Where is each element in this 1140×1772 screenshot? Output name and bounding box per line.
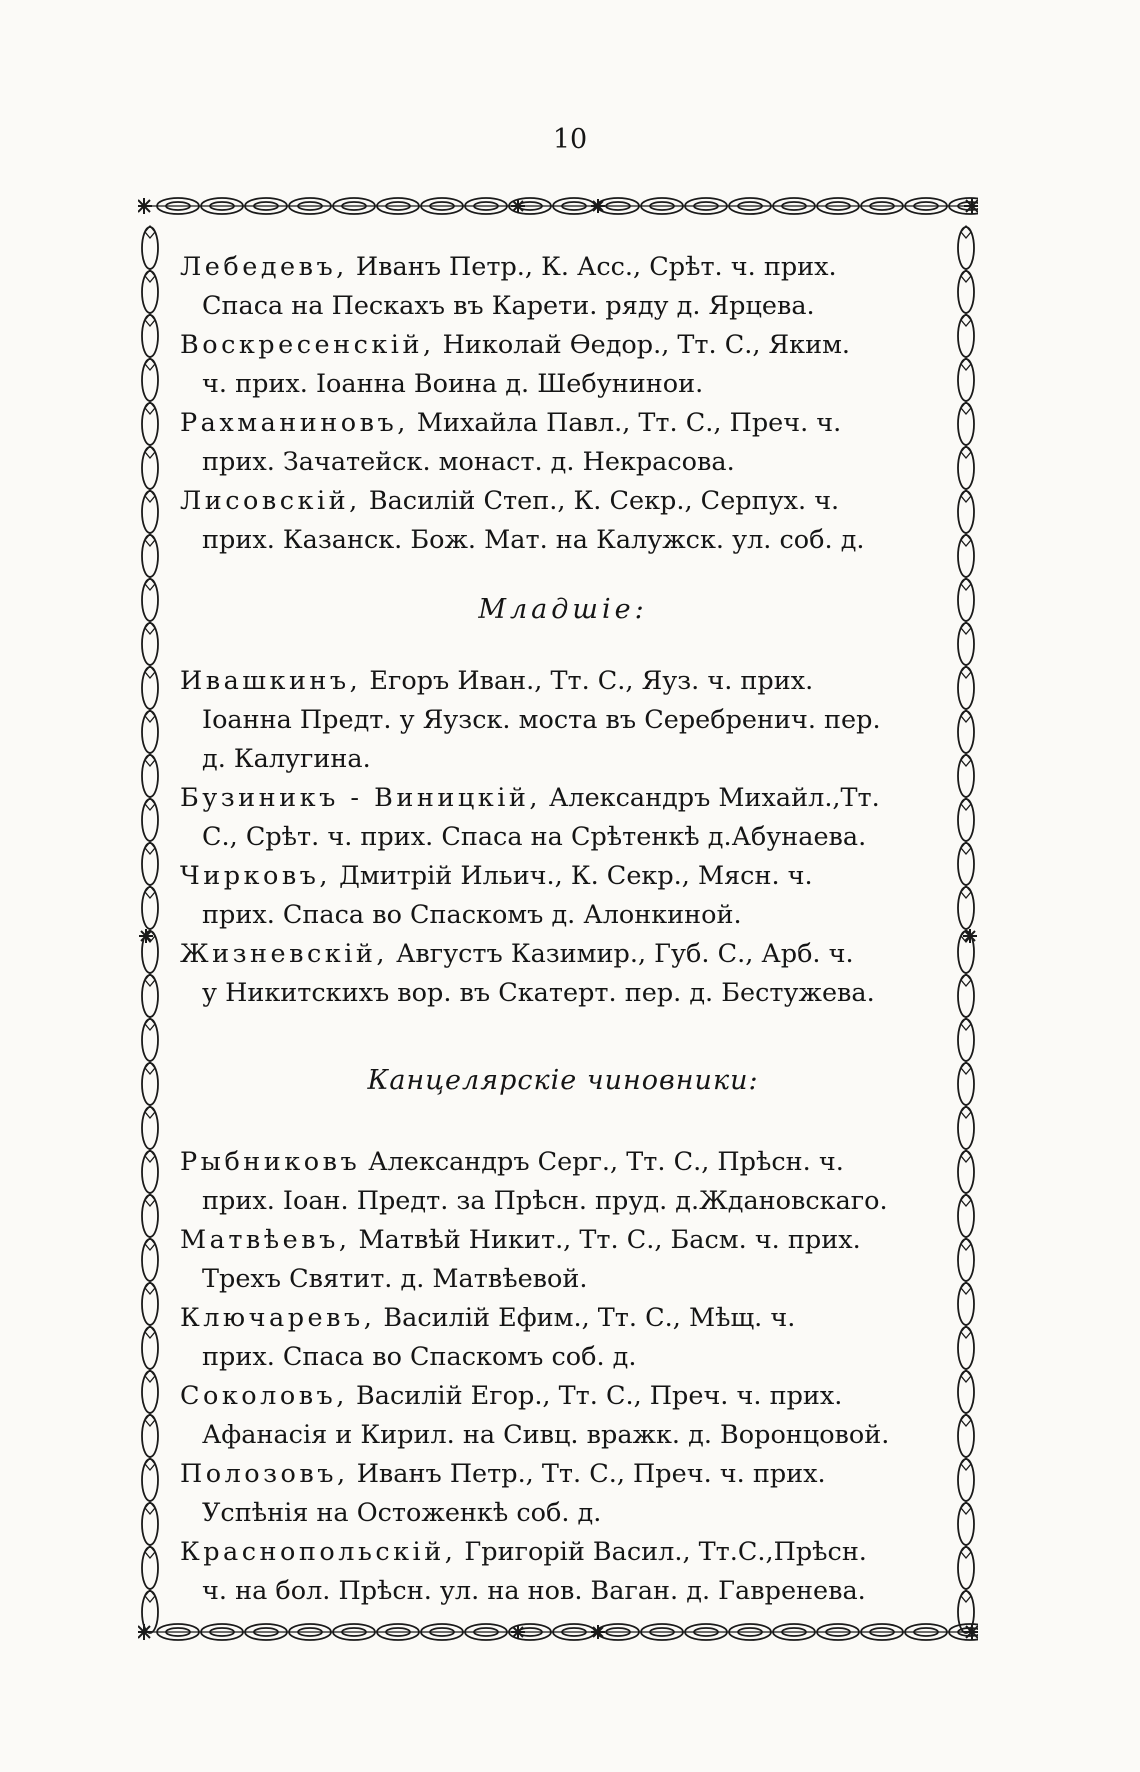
- directory-entry: [180, 1299, 946, 1377]
- border-ornament: [142, 315, 158, 357]
- border-ornament: [958, 799, 974, 841]
- border-ornament: [958, 359, 974, 401]
- page-content: [180, 248, 946, 1611]
- entry-continuation: у Никитскихъ вор. въ Скатерт. пер. д. Бестужева.: [202, 978, 875, 1008]
- border-ornament: [958, 711, 974, 753]
- border-ornament: [142, 1195, 158, 1237]
- section-heading: Младшіе:: [478, 594, 648, 625]
- border-ornament: [591, 1625, 605, 1639]
- entry-first-line: [180, 482, 946, 521]
- border-ornament: [142, 1327, 158, 1369]
- border-ornament: [958, 1195, 974, 1237]
- border-ornament: [958, 271, 974, 313]
- border-ornament: [142, 1239, 158, 1281]
- entry-surname: Рахманиновъ,: [180, 408, 409, 438]
- border-ornament: [958, 1459, 974, 1501]
- entry-first-line: [180, 779, 946, 818]
- entry-first-line: [180, 857, 946, 896]
- entry-first-line: [180, 935, 946, 974]
- border-ornament: [142, 623, 158, 665]
- border-ornament: [958, 1063, 974, 1105]
- border-ornament: [142, 447, 158, 489]
- entry-details: Иванъ Петр., К. Асс., Срѣт. ч. прих.: [347, 252, 837, 282]
- border-ornament: [142, 535, 158, 577]
- section-heading: Канцелярскіе чиновники:: [367, 1065, 759, 1096]
- border-ornament: [138, 1624, 152, 1640]
- entry-surname: Ивашкинъ,: [180, 666, 362, 696]
- border-ornament: [142, 271, 158, 313]
- entry-details: Василій Ефим., Тт. С., Мѣщ. ч.: [375, 1303, 796, 1333]
- entry-details: Николай Ѳедор., Тт. С., Яким.: [434, 330, 851, 360]
- entry-continuation: прих. Спаса во Спаскомъ соб. д.: [202, 1342, 637, 1372]
- entry-details: Григорій Васил., Тт.С.,Прѣсн.: [456, 1537, 867, 1567]
- border-ornament: [511, 1625, 525, 1639]
- entry-first-line: [180, 1221, 946, 1260]
- entry-surname: Полозовъ,: [180, 1459, 349, 1489]
- entry-details: Михайла Павл., Тт. С., Преч. ч.: [408, 408, 842, 438]
- entry-continuation: Іоанна Предт. у Яузск. моста въ Серебренич. пер.: [202, 705, 881, 735]
- entry-continuation: д. Калугина.: [202, 744, 371, 774]
- entry-continuation: Успѣнія на Остоженкѣ соб. д.: [202, 1498, 602, 1528]
- entry-surname: Чирковъ,: [180, 861, 332, 891]
- border-ornament: [142, 403, 158, 445]
- entry-surname: Соколовъ,: [180, 1381, 348, 1411]
- entry-surname: Бузиникъ - Виницкій,: [180, 783, 541, 813]
- directory-entry: [180, 1533, 946, 1611]
- border-ornament: [142, 887, 158, 929]
- entry-first-line: [180, 248, 946, 287]
- entry-continuation: С., Срѣт. ч. прих. Спаса на Срѣтенкѣ д.Абунаева.: [202, 822, 867, 852]
- directory-entry: [180, 404, 946, 482]
- directory-entry: [180, 662, 946, 779]
- entry-details: Матвѣй Никит., Тт. С., Басм. ч. прих.: [350, 1225, 861, 1255]
- entry-continuation: прих. Іоан. Предт. за Прѣсн. пруд. д.Ждановскаго.: [202, 1186, 888, 1216]
- directory-entry: [180, 779, 946, 857]
- border-ornament: [958, 1283, 974, 1325]
- border-ornament: [958, 1503, 974, 1545]
- border-ornament: [142, 711, 158, 753]
- border-ornament: [958, 1547, 974, 1589]
- border-ornament: [142, 491, 158, 533]
- border-ornament: [142, 1019, 158, 1061]
- border-ornament: [958, 535, 974, 577]
- entry-continuation: прих. Зачатейск. монаст. д. Некрасова.: [202, 447, 735, 477]
- border-ornament: [958, 1019, 974, 1061]
- border-ornament: [958, 975, 974, 1017]
- entry-surname: Воскресенскій,: [180, 330, 435, 360]
- border-ornament: [958, 1371, 974, 1413]
- border-ornament: [958, 755, 974, 797]
- border-ornament: [958, 843, 974, 885]
- entry-surname: Краснопольскій,: [180, 1537, 457, 1567]
- directory-entry: [180, 857, 946, 935]
- border-ornament: [591, 199, 605, 213]
- entry-surname: Лебедевъ,: [180, 252, 348, 282]
- entry-first-line: [180, 662, 946, 701]
- border-ornament: [142, 1107, 158, 1149]
- entry-first-line: [180, 1533, 946, 1572]
- directory-entry: [180, 1455, 946, 1533]
- border-ornament: [964, 1624, 978, 1640]
- border-ornament: [964, 198, 978, 214]
- entry-surname: Рыбниковъ: [180, 1147, 361, 1177]
- entry-continuation: Спаса на Пескахъ въ Карети. ряду д. Ярцева.: [202, 291, 815, 321]
- border-ornament: [958, 403, 974, 445]
- border-ornament: [142, 1283, 158, 1325]
- entry-surname: Ключаревъ,: [180, 1303, 376, 1333]
- border-ornament: [958, 1327, 974, 1369]
- entry-continuation: прих. Казанск. Бож. Мат. на Калужск. ул. соб. д.: [202, 525, 865, 555]
- border-ornament: [142, 799, 158, 841]
- entry-continuation: Трехъ Святит. д. Матвѣевой.: [202, 1264, 588, 1294]
- entry-continuation: прих. Спаса во Спаскомъ д. Алонкиной.: [202, 900, 742, 930]
- border-ornament: [142, 227, 158, 269]
- entry-details: Иванъ Петр., Тт. С., Преч. ч. прих.: [348, 1459, 826, 1489]
- border-ornament: [142, 579, 158, 621]
- border-ornament: [142, 1371, 158, 1413]
- border-ornament: [958, 1151, 974, 1193]
- border-ornament: [958, 1415, 974, 1457]
- border-ornament: [958, 227, 974, 269]
- border-ornament: [511, 199, 525, 213]
- entry-first-line: [180, 1455, 946, 1494]
- border-ornament: [958, 1107, 974, 1149]
- entry-surname: Матвѣевъ,: [180, 1225, 351, 1255]
- entry-details: Александръ Серг., Тт. С., Прѣсн. ч.: [360, 1147, 844, 1177]
- border-ornament: [142, 755, 158, 797]
- directory-entry: [180, 1143, 946, 1221]
- border-ornament: [958, 667, 974, 709]
- entry-continuation: ч. на бол. Прѣсн. ул. на нов. Ваган. д. Гавренева.: [202, 1576, 866, 1606]
- border-ornament: [142, 1459, 158, 1501]
- entry-surname: Лисовскій,: [180, 486, 361, 516]
- entry-details: Дмитрій Ильич., К. Секр., Мясн. ч.: [331, 861, 813, 891]
- border-ornament: [142, 359, 158, 401]
- border-ornament: [958, 315, 974, 357]
- border-ornament: [958, 447, 974, 489]
- entry-first-line: [180, 1143, 946, 1182]
- entry-surname: Жизневскій,: [180, 939, 388, 969]
- border-ornament: [958, 579, 974, 621]
- border-ornament: [958, 623, 974, 665]
- border-ornament: [138, 198, 152, 214]
- entry-details: Василій Егор., Тт. С., Преч. ч. прих.: [347, 1381, 843, 1411]
- directory-entry: [180, 326, 946, 404]
- entry-details: Егоръ Иван., Тт. С., Яуз. ч. прих.: [361, 666, 814, 696]
- entry-first-line: [180, 1299, 946, 1338]
- border-ornament: [139, 929, 153, 943]
- border-ornament: [963, 929, 977, 943]
- directory-entry: [180, 1377, 946, 1455]
- border-ornament: [142, 1415, 158, 1457]
- entry-details: Василій Степ., К. Секр., Серпух. ч.: [360, 486, 840, 516]
- directory-entry: [180, 248, 946, 326]
- border-ornament: [142, 1503, 158, 1545]
- page-number: 10: [552, 124, 588, 155]
- entry-continuation: Афанасія и Кирил. на Сивц. вражк. д. Воронцовой.: [202, 1420, 890, 1450]
- border-ornament: [142, 1063, 158, 1105]
- border-ornament: [142, 1547, 158, 1589]
- border-ornament: [958, 887, 974, 929]
- directory-entry: [180, 935, 946, 1013]
- entry-details: Александръ Михайл.,Тт.: [540, 783, 880, 813]
- border-ornament: [958, 491, 974, 533]
- entry-first-line: [180, 1377, 946, 1416]
- entry-first-line: [180, 326, 946, 365]
- directory-entry: [180, 482, 946, 560]
- entry-continuation: ч. прих. Іоанна Воина д. Шебунинои.: [202, 369, 704, 399]
- border-ornament: [142, 1151, 158, 1193]
- border-ornament: [142, 667, 158, 709]
- border-ornament: [958, 1239, 974, 1281]
- entry-details: Августъ Казимир., Губ. С., Арб. ч.: [387, 939, 854, 969]
- border-ornament: [142, 975, 158, 1017]
- directory-entry: [180, 1221, 946, 1299]
- entry-first-line: [180, 404, 946, 443]
- border-ornament: [142, 843, 158, 885]
